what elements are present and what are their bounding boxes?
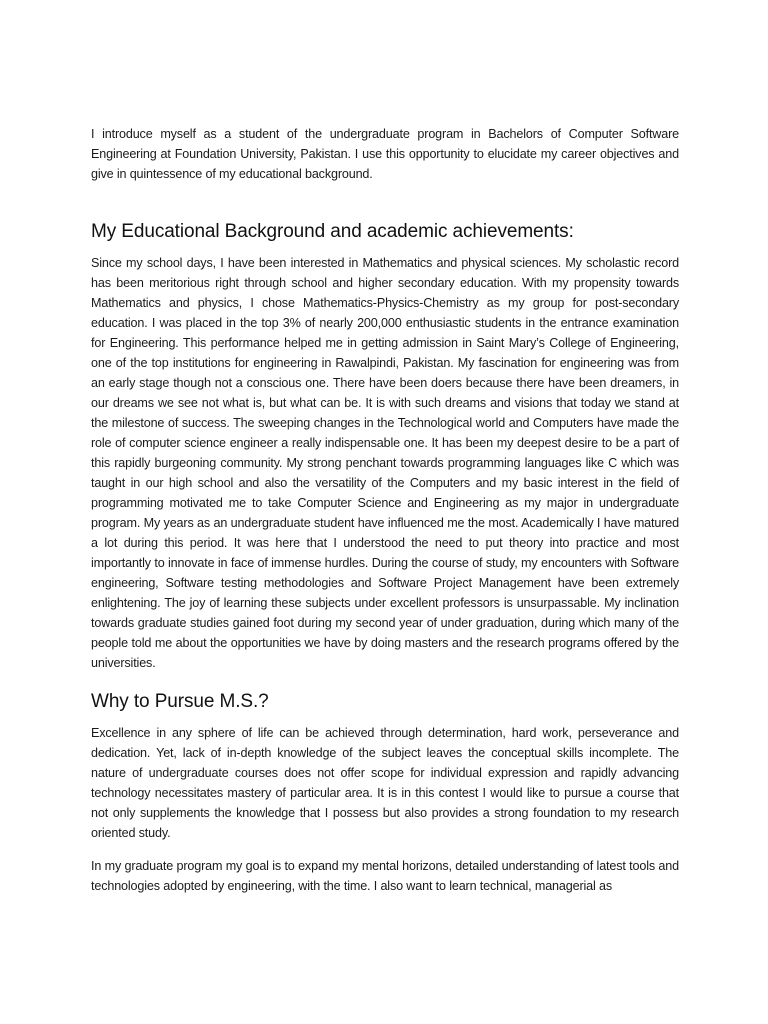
section-heading-education: My Educational Background and academic achievements: [91, 221, 574, 242]
document-page [91, 124, 679, 896]
why-ms-paragraph-2: In my graduate program my goal is to expand my mental horizons, detailed understanding of latest tools and technologies adopted by engineering, with the time. I also want to learn technical, managerial as [91, 859, 679, 893]
education-paragraph: Since my school days, I have been interested in Mathematics and physical sciences. My scholastic record has been meritorious right through school and higher secondary education. With my propensity towards Mathematics and physics, I chose Mathematics-Physics-Chemistry as my group for post-secondary education. I was placed in the top 3% of nearly 200,000 enthusiastic students in the entrance examination for Engineering. This performance helped me in getting admission in Saint Mary’s College of Engineering, one of the top institutions for engineering in Rawalpindi, Pakistan. My fascination for engineering was from an early stage though not a conscious one. There have been doers because there have been dreamers, in our dreams we see not what is, but what can be. It is with such dreams and visions that today we stand at the milestone of success. The sweeping changes in the Technological world and Computers have made the role of computer science engineer a really indispensable one. It has been my deepest desire to be a part of this rapidly burgeoning community. My strong penchant towards programming languages like C which was taught in our high school and also the versatility of the Computers and my basic interest in the field of programming motivated me to take Computer Science and Engineering as my major in undergraduate program. My years as an undergraduate student have influenced me the most. Academically I have matured a lot during this period. It was here that I understood the need to put theory into practice and most importantly to innovate in face of immense hurdles. During the course of study, my encounters with Software engineering, Software testing methodologies and Software Project Management have been extremely enlightening. The joy of learning these subjects under excellent professors is unsurpassable. My inclination towards graduate studies gained foot during my second year of under graduation, during which many of the people told me about the opportunities we have by doing masters and the research programs offered by the universities. [91, 256, 679, 670]
section-heading-why-ms: Why to Pursue M.S.? [91, 691, 269, 712]
intro-paragraph: I introduce myself as a student of the undergraduate program in Bachelors of Computer Software Engineering at Foundation University, Pakistan. I use this opportunity to elucidate my career objectives and give in quintessence of my educational background. [91, 127, 679, 181]
why-ms-paragraph-1: Excellence in any sphere of life can be achieved through determination, hard work, perseverance and dedication. Yet, lack of in-depth knowledge of the subject leaves the conceptual skills incomplete. The nature of undergraduate courses does not offer scope for individual expression and rapidly advancing technology necessitates mastery of particular area. It is in this contest I would like to pursue a course that not only supplements the knowledge that I possess but also provides a strong foundation to my research oriented study. [91, 726, 679, 840]
